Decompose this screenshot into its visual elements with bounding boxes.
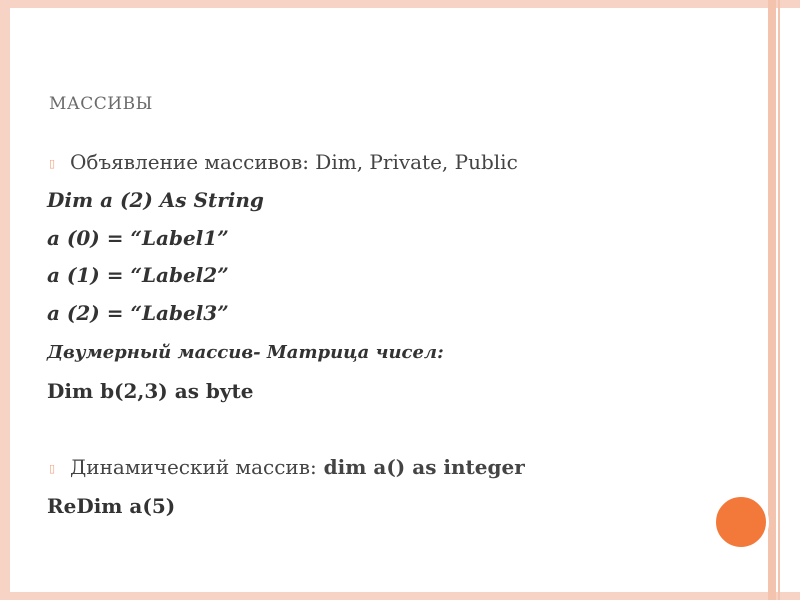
bullet-dynamic-array (70, 455, 525, 479)
code-line-5: Dim b(2,3) as byte (47, 379, 254, 403)
code-line-1: Dim a (2) As String (47, 188, 264, 212)
bullet-icon: ▯ (49, 157, 56, 170)
code-line-6: ReDim a(5) (47, 494, 176, 518)
matrix-heading: Двумерный массив- Матрица чисел: (47, 342, 444, 363)
bullet-value: dim a() as integer (316, 455, 525, 479)
code-line-3: a (1) = “Label2” (47, 263, 229, 287)
bullet-value: Dim, Private, Public (308, 150, 518, 174)
slide-title: МАССИВЫ (49, 94, 153, 114)
right-decor-bar (768, 0, 776, 600)
bullet-label: Объявление массивов: (70, 150, 309, 174)
code-line-2: a (0) = “Label1” (47, 226, 229, 250)
accent-circle (713, 494, 769, 550)
bullet-label: Динамический массив: (70, 455, 317, 479)
right-decor-line (778, 0, 780, 600)
bullet-declare-arrays (70, 150, 518, 174)
code-line-4: a (2) = “Label3” (47, 301, 229, 325)
bullet-icon: ▯ (49, 462, 56, 475)
